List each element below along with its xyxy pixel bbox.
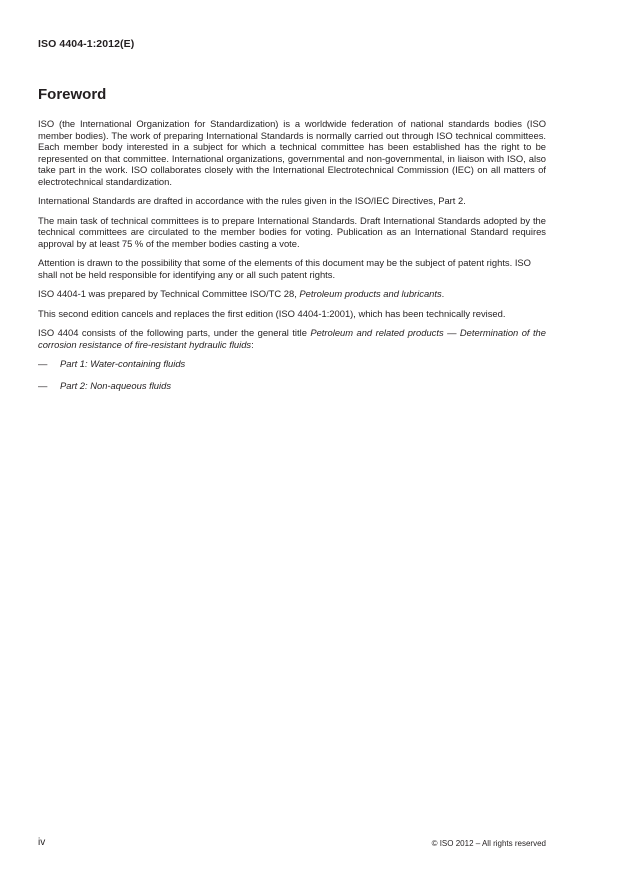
paragraph-main-task: The main task of technical committees is to prepare International Standards. Draft International Standards adopted by the technical committees are circulated to the member bodies for voting. Publication as an International Standard requires approval by at least 75 % of the member bodies casting a vote. <box>38 214 546 249</box>
committee-title: Petroleum products and lubricants <box>299 288 442 300</box>
list-dash: — <box>38 358 48 370</box>
parts-intro-text: ISO 4404 consists of the following parts, under the general title <box>38 327 311 339</box>
paragraph-iso-intro: ISO (the International Organization for Standardization) is a worldwide federation of national standards bodies (ISO member bodies). The work of preparing International Standards is normally carried out through ISO technical committees. Each member body interested in a subject for which a technical committee has been established has the right to be represented on that committee. International organizations, governmental and non-governmental, in liaison with ISO, also take part in the work. ISO collaborates closely with the International Electrotechnical Commission (IEC) on all matters of electrotechnical standardization. <box>38 118 546 187</box>
list-item <box>38 380 546 392</box>
foreword-body <box>38 118 546 401</box>
paragraph-parts-intro <box>38 327 546 350</box>
list-item <box>38 358 546 370</box>
document-id-header: ISO 4404-1:2012(E) <box>38 38 135 50</box>
part-2-label: Part 2: Non-aqueous fluids <box>60 379 172 391</box>
prepared-by-text: ISO 4404-1 was prepared by Technical Committee ISO/TC 28, <box>38 288 300 300</box>
page-title: Foreword <box>38 86 107 103</box>
copyright-notice: © ISO 2012 – All rights reserved <box>431 839 546 848</box>
parts-intro-end: : <box>251 338 254 350</box>
paragraph-edition: This second edition cancels and replaces the first edition (ISO 4404-1:2001), which has been technically revised. <box>38 307 506 319</box>
prepared-by-end: . <box>441 288 445 300</box>
paragraph-patent-rights: Attention is drawn to the possibility that some of the elements of this document may be the subject of patent rights. ISO shall not be held responsible for identifying any or all such patent rights. <box>38 257 531 280</box>
paragraph-directives: International Standards are drafted in accordance with the rules given in the ISO/IEC Directives, Part 2. <box>38 195 466 207</box>
list-dash: — <box>38 379 48 391</box>
paragraph-prepared-by <box>38 288 546 300</box>
part-1-label: Part 1: Water-containing fluids <box>60 358 186 370</box>
page-number: iv <box>38 837 46 848</box>
general-title: Petroleum and related products — Determination of the corrosion resistance of fire-resistant hydraulic fluids <box>38 327 546 350</box>
